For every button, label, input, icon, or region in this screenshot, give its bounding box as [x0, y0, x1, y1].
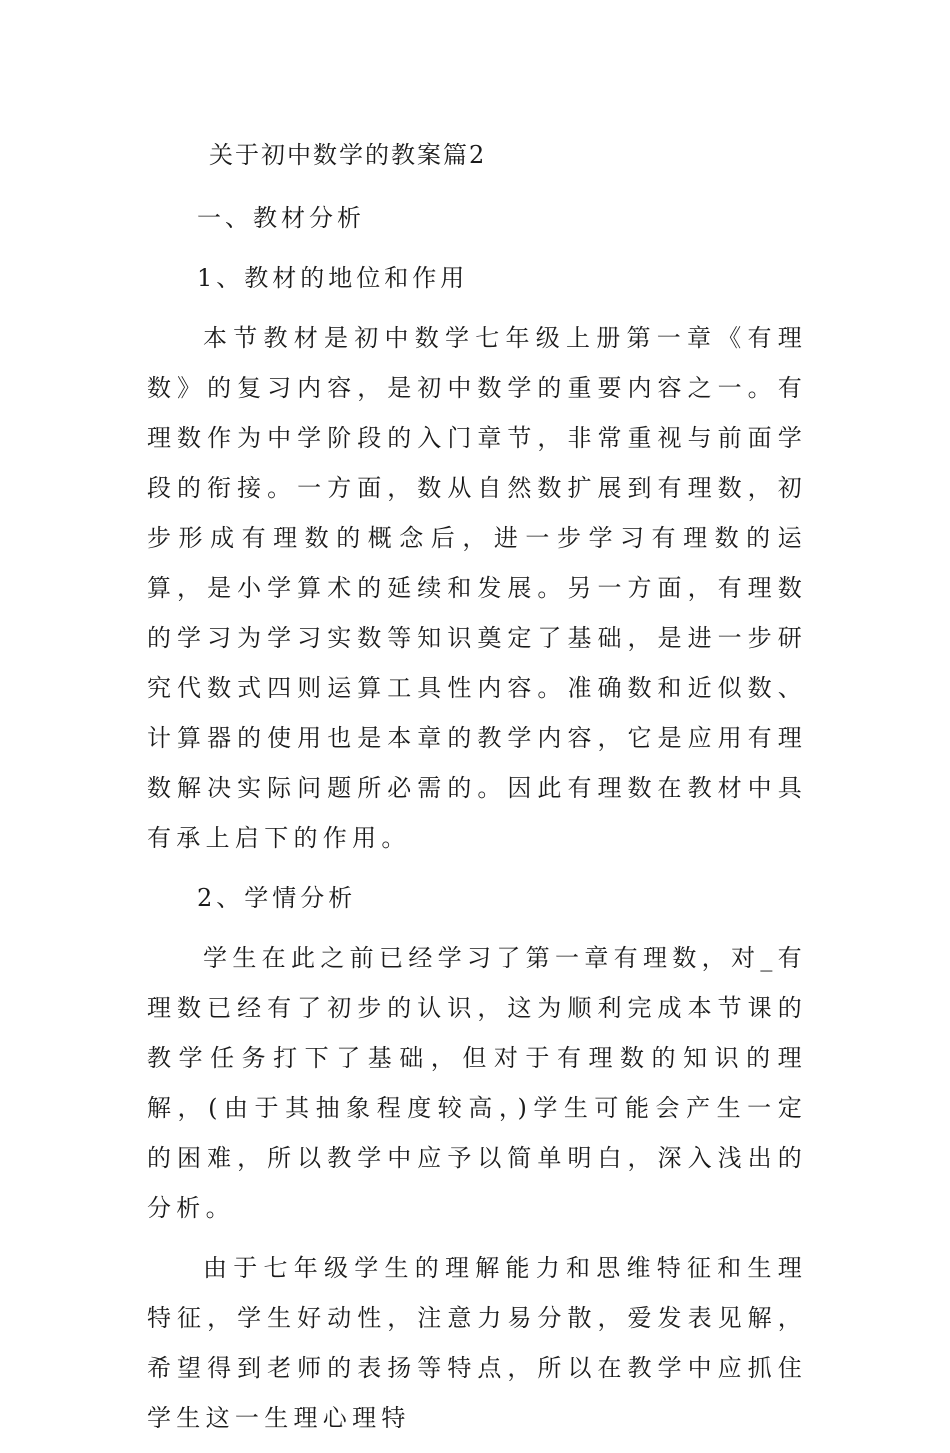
paragraph-material-position: 本节教材是初中数学七年级上册第一章《有理数》的复习内容，是初中数学的重要内容之一。有理数作为中学阶段的入门章节，非常重视与前面学段的衔接。一方面，数从自然数扩展到有理数，初步形成有理数的概念后，进一步学习有理数的运算，是小学算术的延续和发展。另一方面，有理数的学习为学习实数等知识奠定了基础，是进一步研究代数式四则运算工具性内容。准确数和近似数、计算器的使用也是本章的教学内容，它是应用有理数解决实际问题所必需的。因此有理数在教材中具有承上启下的作用。 [147, 324, 807, 852]
document-body [147, 132, 807, 1453]
subsection-heading-student-analysis: 2、学情分析 [197, 884, 357, 912]
document-title: 关于初中数学的教案篇2 [209, 141, 487, 169]
paragraph-student-analysis: 学生在此之前已经学习了第一章有理数，对_有理数已经有了初步的认识，这为顺利完成本节课的教学任务打下了基础，但对于有理数的知识的理解，(由于其抽象程度较高，)学生可能会产生一定的困难，所以教学中应予以简单明白，深入浅出的分析。 [147, 944, 807, 1222]
section-heading-teaching-material-analysis: 一、教材分析 [197, 204, 365, 232]
paragraph-student-characteristics: 由于七年级学生的理解能力和思维特征和生理特征，学生好动性，注意力易分散，爱发表见解，希望得到老师的表扬等特点，所以在教学中应抓住学生这一生理心理特 [147, 1254, 807, 1432]
subsection-heading-material-position: 1、教材的地位和作用 [197, 264, 469, 292]
